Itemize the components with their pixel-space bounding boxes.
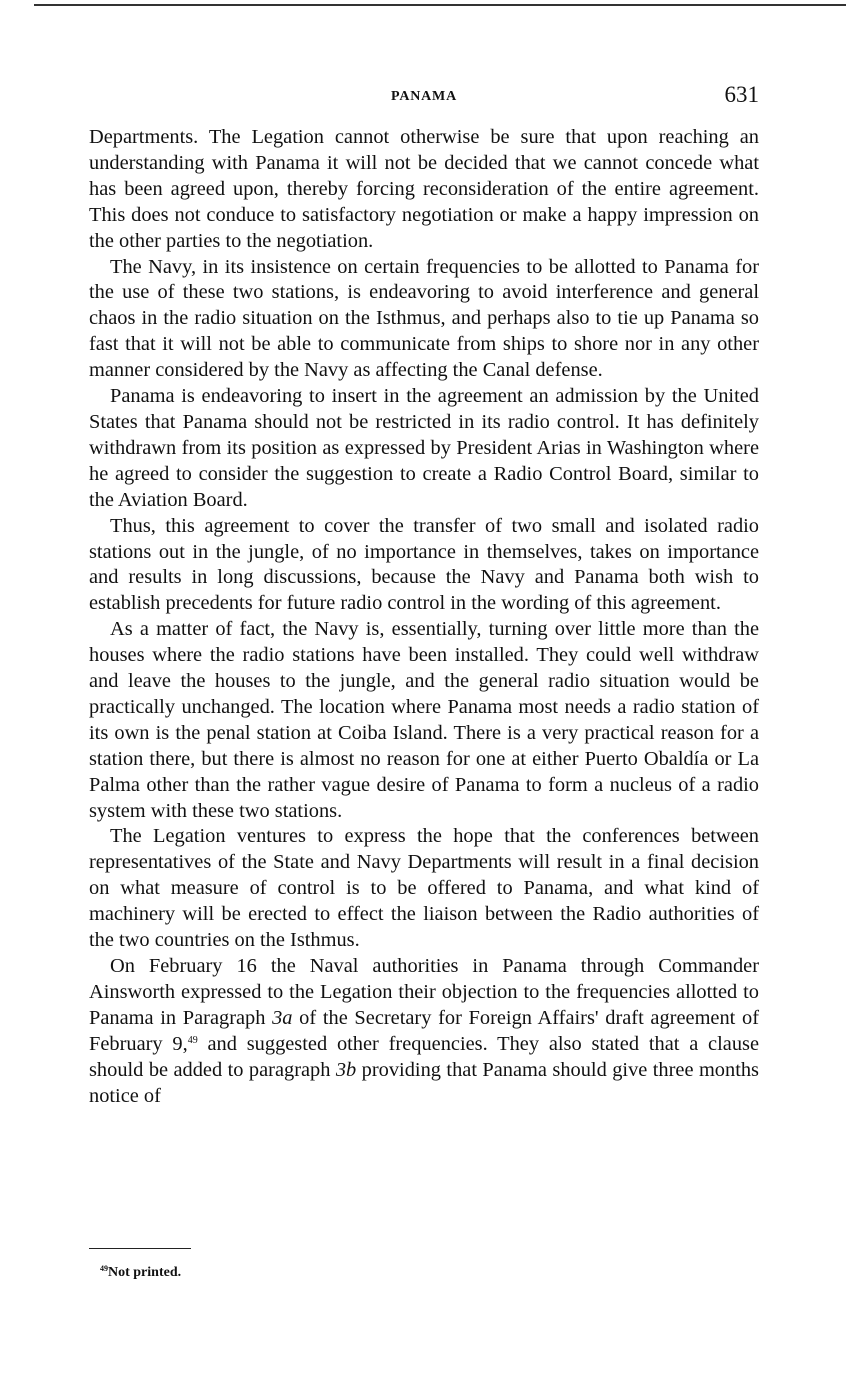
paragraph-1: Departments. The Legation cannot otherwise be sure that upon reaching an understanding with Panama it will not be decided that we cannot concede what has been agreed upon, thereby forcing reconsideration of the entire agreement. This does not conduce to satisfactory negotiation or make a happy impression on the other parties to the negotiation. [89,126,759,252]
paragraph-7-text: of the Secretary for Foreign Affairs' draft agreement of February 9, [89,1006,760,1055]
paragraph-5: As a matter of fact, the Navy is, essentially, turning over little more than the houses where the radio stations have been installed. They could well withdraw and leave the houses to the jungle, and the general radio situation would be practically unchanged. The location where Panama most needs a radio station of its own is the penal station at Coiba Island. There is a very practical reason for a station there, but there is almost no reason for one at either Puerto Obaldía or La Palma other than the rather vague desire of Panama to form a nucleus of a radio system with these two stations. [89,618,759,822]
paragraph-7 [89,954,759,1109]
footnote-marker: 49 [100,1264,108,1273]
paragraph-ref-3a: 3a [272,1006,293,1029]
body-text [89,125,759,1109]
paragraph-4: Thus, this agreement to cover the transfer of two small and isolated radio stations out in the jungle, of no importance in themselves, takes on importance and results in long discussions, because the Navy and Panama both wish to establish precedents for future radio control in the wording of this agreement. [89,514,759,615]
top-border-rule [34,4,846,6]
running-head: PANAMA [391,89,457,104]
footnote-rule [89,1248,191,1249]
paragraph-2: The Navy, in its insistence on certain frequencies to be allotted to Panama for the use of these two stations, is endeavoring to avoid interference and general chaos in the radio situation on the Isthmus, and perhaps also to tie up Panama so fast that it will not be able to communicate from ships to shore nor in any other manner considered by the Navy as affecting the Canal defense. [89,255,759,382]
page-header [89,82,759,112]
paragraph-ref-3b: 3b [335,1058,357,1081]
footnote-reference[interactable]: 49 [187,1034,198,1046]
footnote-text: Not printed. [108,1265,182,1280]
page-number: 631 [724,82,759,107]
paragraph-3: Panama is endeavoring to insert in the agreement an admission by the United States that Panama should not be restricted in its radio control. It has definitely withdrawn from its position as expressed by President Arias in Washington where he agreed to consider the suggestion to create a Radio Control Board, similar to the Aviation Board. [89,385,759,511]
footnote [100,1265,181,1281]
paragraph-7-text: On February 16 the Naval authorities in Panama through Commander Ainsworth expressed to the Legation their objection to the frequencies allotted to Panama in Paragraph [89,955,759,1029]
paragraph-6: The Legation ventures to express the hope that the conferences between representatives of the State and Navy Departments will result in a final decision on what measure of control is to be offered to Panama, and what kind of machinery will be erected to effect the liaison between the Radio authorities of the two countries on the Isthmus. [89,825,759,952]
paragraph-7-text: providing that Panama should give three months notice of [89,1058,759,1107]
paragraph-7-text: and suggested other frequencies. They also stated that a clause should be added to paragraph [89,1032,759,1081]
